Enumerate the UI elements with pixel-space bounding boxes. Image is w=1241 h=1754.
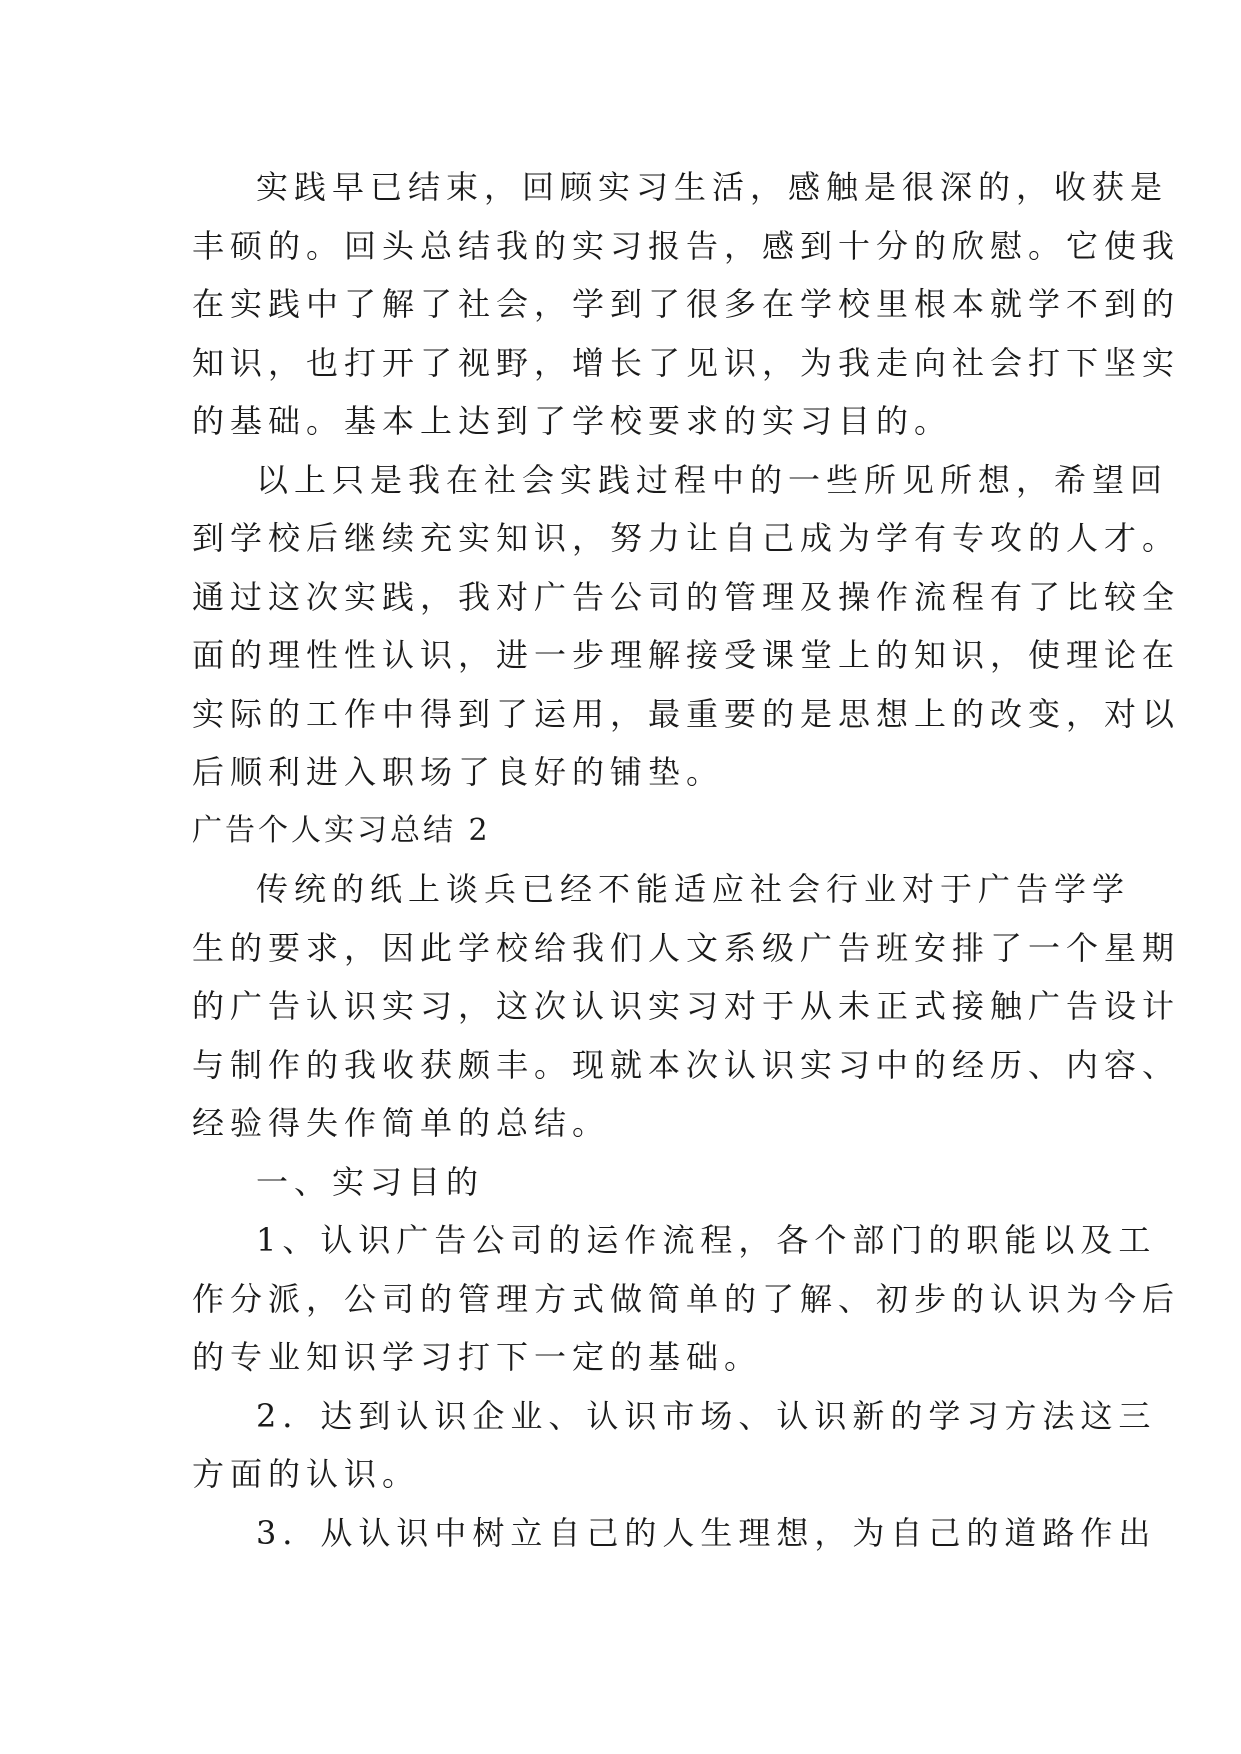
document-page [192,158,1181,1562]
section-heading: 广告个人实习总结 2 [192,812,491,848]
text-line: 生的要求，因此学校给我们人文系级广告班安排了一个星期 [192,928,1181,967]
text-line: 作分派，公司的管理方式做简单的了解、初步的认识为今后 [192,1279,1181,1318]
text-line: 经验得失作简单的总结。 [192,1104,611,1142]
text-line: 方面的认识。 [192,1455,421,1493]
text-line: 实践早已结束，回顾实习生活，感触是很深的，收获是 [256,168,1169,206]
list-item: 3．从认识中树立自己的人生理想，为自己的道路作出 [256,1513,1157,1552]
text-line: 以上只是我在社会实践过程中的一些所见所想，希望回 [256,460,1169,499]
list-item: 1、认识广告公司的运作流程，各个部门的职能以及工 [256,1221,1157,1259]
text-line: 到学校后继续充实知识，努力让自己成为学有专攻的人才。 [192,519,1181,557]
subheading: 一、实习目的 [256,1162,485,1201]
list-item: 2．达到认识企业、认识市场、认识新的学习方法这三 [256,1396,1157,1435]
text-line: 与制作的我收获颇丰。现就本次认识实习中的经历、内容、 [192,1045,1181,1084]
text-line: 知识，也打开了视野，增长了见识，为我走向社会打下坚实 [192,343,1181,382]
text-line: 实际的工作中得到了运用，最重要的是思想上的改变，对以 [192,694,1181,733]
text-line: 后顺利进入职场了良好的铺垫。 [192,753,725,791]
text-line: 的基础。基本上达到了学校要求的实习目的。 [192,402,953,440]
text-line: 的广告认识实习，这次认识实习对于从未正式接触广告设计 [192,987,1181,1025]
text-line: 在实践中了解了社会，学到了很多在学校里根本就学不到的 [192,285,1181,323]
text-line: 传统的纸上谈兵已经不能适应社会行业对于广告学学 [256,870,1131,908]
text-line: 通过这次实践，我对广告公司的管理及操作流程有了比较全 [192,577,1181,616]
text-line: 丰硕的。回头总结我的实习报告，感到十分的欣慰。它使我 [192,226,1181,265]
text-line: 面的理性性认识，进一步理解接受课堂上的知识，使理论在 [192,636,1181,674]
text-line: 的专业知识学习打下一定的基础。 [192,1338,763,1376]
